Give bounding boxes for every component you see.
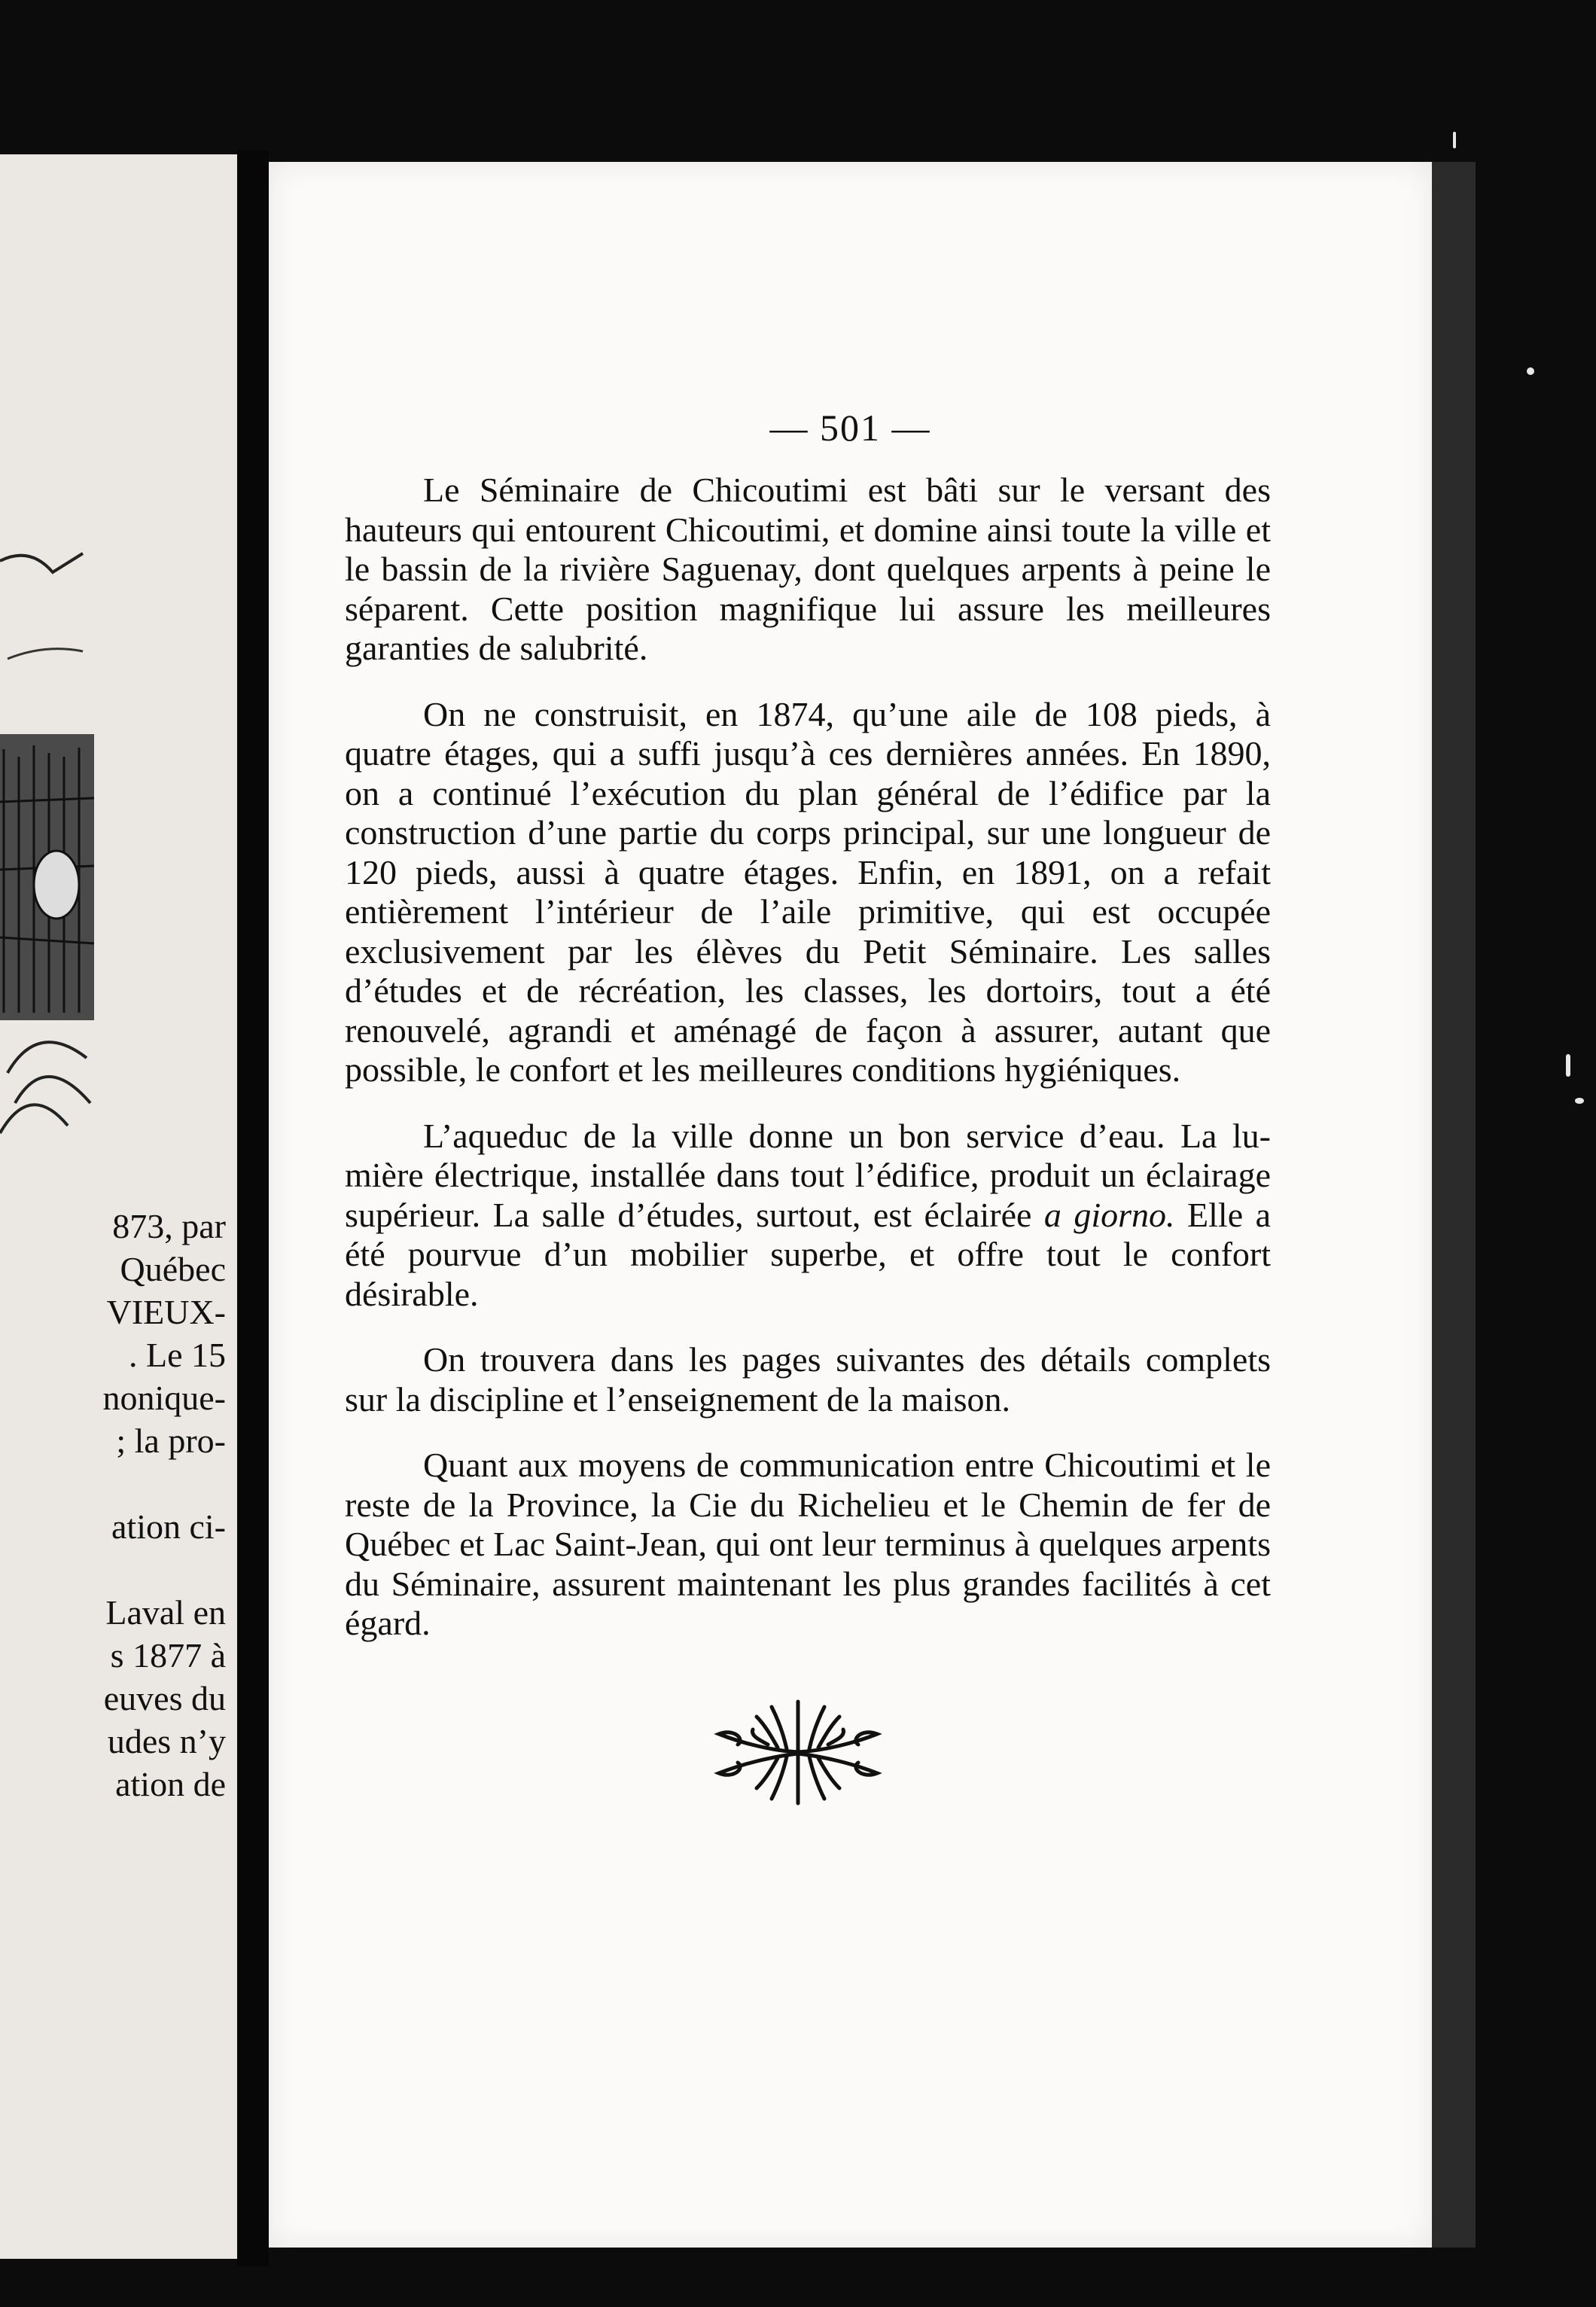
left-page-line: udes n’y	[107, 1722, 226, 1760]
left-page-text	[0, 1205, 226, 1806]
paragraph-water-and-lighting	[345, 1117, 1271, 1315]
book-gutter	[237, 151, 269, 2266]
engraving-illustration	[0, 531, 94, 1148]
body-text	[345, 471, 1271, 1670]
left-page-line: Québec	[120, 1250, 226, 1288]
left-page-line: 873, par	[112, 1207, 226, 1245]
scan-speck	[1453, 132, 1456, 148]
left-page-line: Laval en	[105, 1593, 226, 1632]
scan-speck	[1527, 367, 1534, 375]
left-page-line: s 1877 à	[110, 1636, 226, 1675]
left-page-line: nonique-	[102, 1379, 226, 1417]
page-number: — 501 —	[769, 407, 931, 449]
scan-speck	[1566, 1054, 1570, 1077]
left-page-line: ation de	[115, 1765, 226, 1803]
text-run: Elle a été pourvue d’un mobilier superbe, et offre tout le confort désirable.	[345, 1195, 1271, 1313]
left-page-line: euves du	[103, 1679, 226, 1717]
paragraph-seminary-location: Le Séminaire de Chicoutimi est bâti sur le versant des hauteurs qui entourent Chicoutimi, et domine ainsi toute la ville et le bassin de la rivière Saguenay, dont quelques arpents à peine le séparent. Cette position magnifique lui assure les meilleures garanties de salubrité.	[345, 471, 1271, 667]
fleuron-ornament-icon	[711, 1698, 885, 1807]
italic-text: a giorno.	[1043, 1195, 1175, 1234]
left-page-line: . Le 15	[128, 1336, 226, 1374]
page-edge	[1432, 162, 1476, 2248]
paragraph-communications: Quant aux moyens de communication entre Chicoutimi et le reste de la Province, la Cie du Richelieu et le Chemin de fer de Québec et Lac Saint-Jean, qui ont leur terminus à quelques arpents du Séminaire, assurent maintenant les plus grandes facilités à cet égard.	[345, 1446, 1271, 1642]
left-page-line: VIEUX-	[106, 1293, 226, 1331]
left-page-line: ation ci-	[111, 1507, 226, 1546]
left-page-line: ; la pro-	[116, 1422, 226, 1460]
text-run: L’aqueduc de la ville donne un bon service d’eau. La lumière électrique, installée dans tout l’édifice, produit un éclairage supérieur. La salle d’études, surtout, est éclairée	[345, 1116, 1271, 1234]
paragraph-following-pages: On trouvera dans les pages suivantes des détails complets sur la discipline et l’enseignement de la maison.	[345, 1340, 1271, 1419]
scan-speck	[1575, 1098, 1584, 1104]
paragraph-construction-history: On ne construisit, en 1874, qu’une aile de 108 pieds, à quatre étages, qui a suffi jusqu’à ces dernières années. En 1890, on a continué l’exécution du plan général de l’édifice par la construction d’une partie du corps principal, sur une longueur de 120 pieds, aussi à quatre étages. Enfin, en 1891, on a refait entièrement l’intérieur de l’aile primitive, qui est occupée exclusivement par les élèves du Petit Séminaire. Les salles d’études et de récréation, les classes, les dortoirs, tout a été renouvelé, agrandi et aménagé de façon à assurer, autant que possible, le confort et les meilleures conditions hygiéniques.	[345, 694, 1271, 1089]
left-page	[0, 154, 237, 2259]
